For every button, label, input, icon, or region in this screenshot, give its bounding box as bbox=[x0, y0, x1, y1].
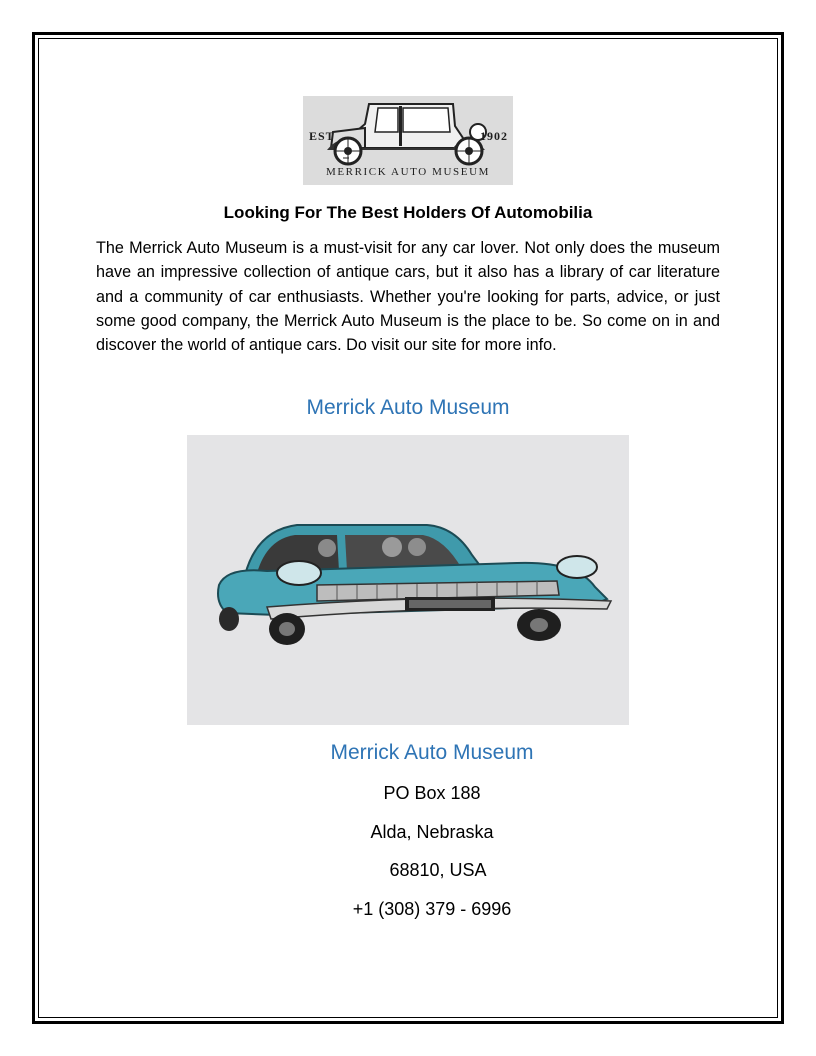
museum-logo bbox=[303, 96, 513, 185]
car-photo bbox=[187, 435, 629, 725]
logo-year-text: 1902 bbox=[480, 129, 508, 143]
body-paragraph: The Merrick Auto Museum is a must-visit for any car lover. Not only does the museum have an impressive collection of antique cars, but it also has a library of car literature and a community of car enthusiasts. Whether you're looking for parts, advice, or just some good company, the Merrick Auto Museum is the place to be. So come on in and discover the world of antique cars. Do visit our site for more info. bbox=[96, 239, 720, 355]
contact-title: Merrick Auto Museum bbox=[330, 741, 534, 764]
logo-museum-name: MERRICK AUTO MUSEUM bbox=[325, 166, 491, 178]
po-box: PO Box 188 bbox=[383, 783, 481, 803]
phone-number[interactable]: +1 (308) 379 - 6996 bbox=[352, 899, 512, 919]
logo-est-text: EST bbox=[309, 129, 335, 143]
city-state: Alda, Nebraska bbox=[370, 822, 494, 842]
zip-country: 68810, USA bbox=[389, 860, 487, 880]
antique-car-image bbox=[187, 435, 629, 725]
page-title: Looking For The Best Holders Of Automobilia bbox=[223, 203, 593, 222]
museum-link[interactable]: Merrick Auto Museum bbox=[306, 396, 510, 419]
